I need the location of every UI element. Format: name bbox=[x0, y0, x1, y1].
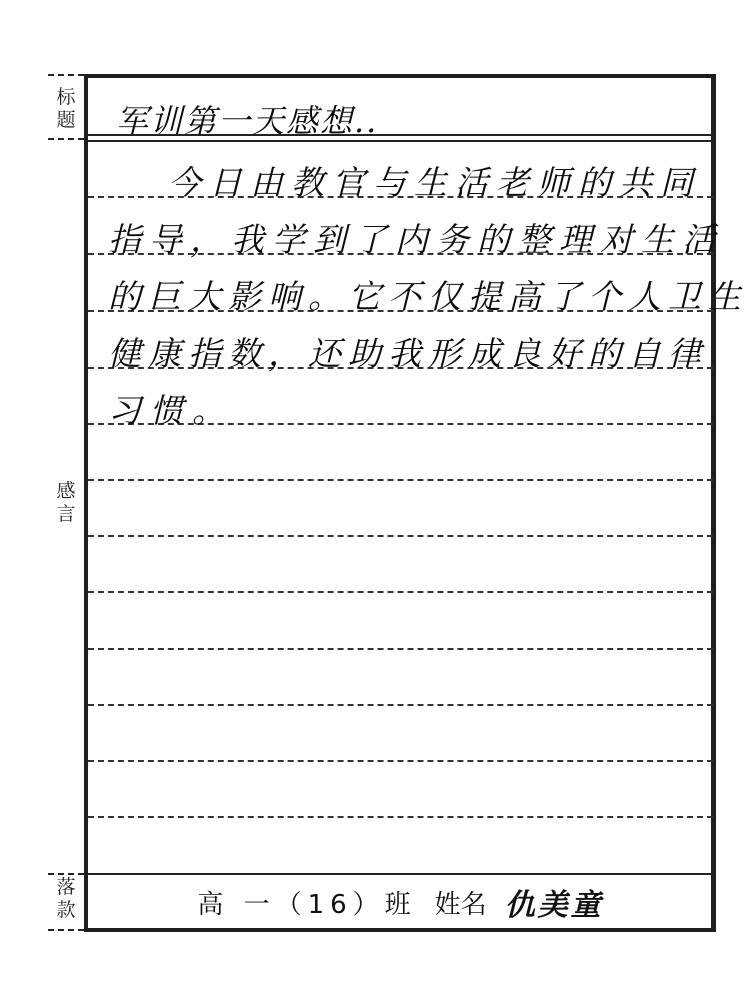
writing-rule bbox=[88, 535, 713, 537]
writing-rule bbox=[88, 479, 713, 481]
margin-divider-signature bbox=[48, 873, 84, 875]
margin-divider-title bbox=[48, 138, 84, 140]
margin-label-body-char-1: 感 bbox=[56, 480, 76, 502]
class-label: 高 一（16）班 bbox=[197, 889, 417, 920]
essay-line-1: 今日由教官与生活老师的共同 bbox=[168, 163, 701, 202]
margin-divider-bottom bbox=[48, 929, 84, 931]
signature-separator bbox=[88, 873, 713, 875]
essay-line-4: 健康指数，还助我形成良好的自律 bbox=[108, 334, 708, 373]
essay-line-5: 习惯。 bbox=[108, 391, 234, 430]
margin-divider-top bbox=[48, 74, 84, 76]
margin-label-body bbox=[48, 480, 84, 526]
essay-line-3: 的巨大影响。它不仅提高了个人卫生 bbox=[108, 277, 748, 316]
essay-line-2: 指导，我学到了内务的整理对生活 bbox=[108, 220, 723, 259]
margin-label-body-char-2: 言 bbox=[56, 503, 76, 525]
margin-label-signature-char-1: 落 bbox=[56, 876, 76, 898]
margin-label-signature bbox=[48, 876, 84, 922]
margin-label-title-char-1: 标 bbox=[56, 86, 76, 108]
essay-title: 军训第一天感想.. bbox=[116, 102, 379, 140]
margin-label-signature-char-2: 款 bbox=[56, 899, 76, 921]
writing-rule bbox=[88, 760, 713, 762]
margin-label-title bbox=[48, 86, 84, 132]
writing-rule bbox=[88, 704, 713, 706]
writing-rule bbox=[88, 816, 713, 818]
writing-rule bbox=[88, 591, 713, 593]
writing-rule bbox=[88, 648, 713, 650]
name-label: 姓名 bbox=[434, 889, 487, 920]
signature-row bbox=[88, 878, 713, 926]
student-name: 仇美童 bbox=[504, 888, 604, 923]
margin-label-title-char-2: 题 bbox=[56, 109, 76, 131]
